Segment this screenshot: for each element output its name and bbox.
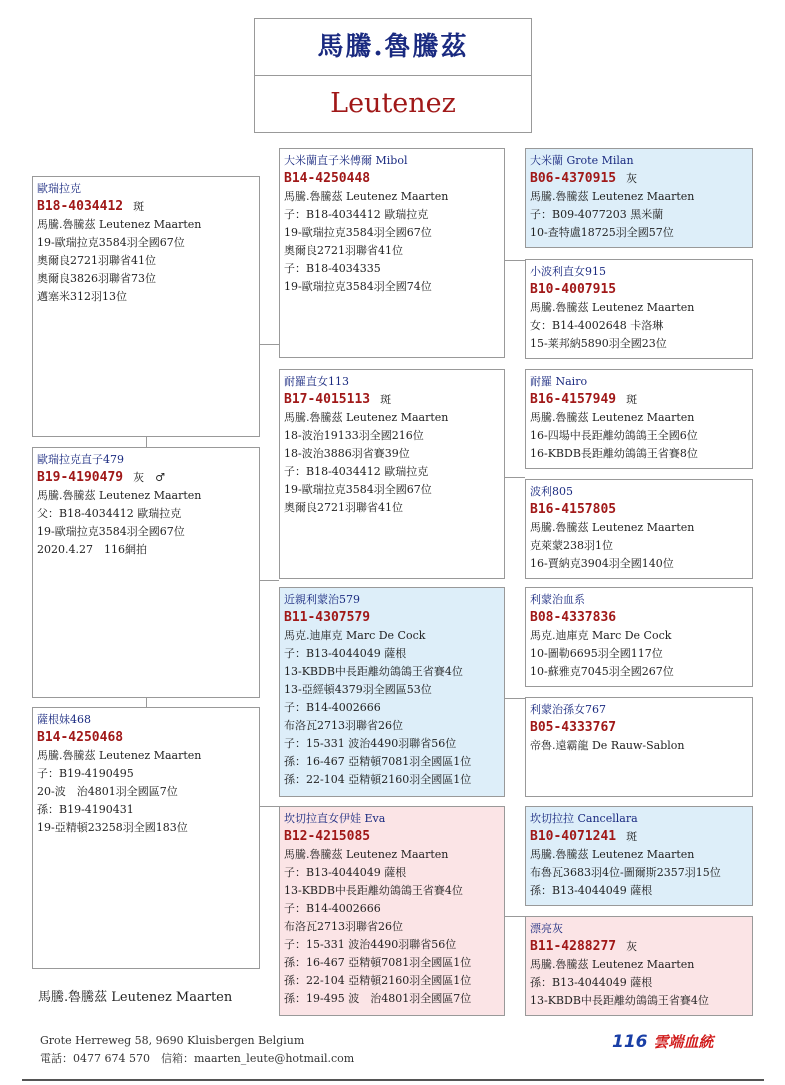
connector-line	[146, 697, 147, 707]
info-line: 子：B18-4034412 歐瑞拉克	[284, 208, 429, 221]
info-line: 馬騰.魯騰茲 Leutenez Maarten	[284, 190, 449, 203]
info-line: 10-蘇雅克7045羽全國267位	[530, 665, 674, 678]
connector-line	[504, 698, 525, 699]
pigeon-box-granddam-1	[279, 369, 505, 579]
info-line: 馬騰.魯騰茲 Leutenez Maarten	[284, 411, 449, 424]
info-line: 馬騰.魯騰茲 Leutenez Maarten	[37, 218, 202, 231]
ring-number: B16-4157949	[530, 392, 617, 407]
pigeon-box-subject	[32, 447, 260, 698]
pigeon-box-grandsire-2	[279, 587, 505, 797]
info-line: 10-圖勒6695羽全國117位	[530, 647, 663, 660]
info-line: 奧爾良3826羽聯省73位	[37, 272, 156, 285]
pigeon-name: 大米蘭 Grote Milan	[530, 154, 634, 167]
pigeon-box-ggp-2	[525, 259, 753, 359]
pigeon-color: 灰	[626, 172, 638, 185]
pigeon-name: 歐瑞拉克直子479	[37, 453, 124, 466]
pigeon-name: 波利805	[530, 485, 573, 498]
info-line: 18-波治19133羽全國216位	[284, 429, 424, 442]
info-line: 19-歐瑞拉克3584羽全國67位	[284, 226, 432, 239]
connector-line	[504, 260, 525, 261]
info-line: 馬騰.魯騰茲 Leutenez Maarten	[530, 411, 695, 424]
pigeon-color: 灰	[626, 940, 638, 953]
pigeon-box-ggp-6	[525, 697, 753, 797]
info-line: 子：B14-4002666	[284, 701, 381, 714]
bottom-divider	[22, 1079, 764, 1081]
ring-number: B10-4007915	[530, 282, 617, 297]
info-line: 20-波 治4801羽全國區7位	[37, 785, 178, 798]
info-line: 15-莱邦納5890羽全國23位	[530, 337, 667, 350]
info-line: 孫：22-104 亞精頓2160羽全國區1位	[284, 773, 472, 786]
ring-number: B18-4034412	[37, 199, 124, 214]
ring-number: B19-4190479	[37, 470, 124, 485]
pigeon-name: 坎切拉直女伊娃 Eva	[284, 812, 386, 825]
info-line: 16-賈納克3904羽全國140位	[530, 557, 674, 570]
info-line: 子：B19-4190495	[37, 767, 134, 780]
info-line: 父：B18-4034412 歐瑞拉克	[37, 507, 182, 520]
loft-name-english: Leutenez	[330, 88, 456, 119]
info-line: 布洛瓦2713羽聯省26位	[284, 920, 403, 933]
pigeon-name: 坎切拉拉 Cancellara	[530, 812, 638, 825]
ring-number: B17-4015113	[284, 392, 371, 407]
info-line: 奧爾良2721羽聯省41位	[284, 244, 403, 257]
info-line: 19-歐瑞拉克3584羽全國67位	[37, 236, 185, 249]
info-line: 布洛瓦2713羽聯省26位	[284, 719, 403, 732]
connector-line	[504, 916, 525, 917]
info-line: 馬騰.魯騰茲 Leutenez Maarten	[530, 301, 695, 314]
ring-number: B06-4370915	[530, 171, 617, 186]
pigeon-box-grandsire-1	[279, 148, 505, 358]
info-line: 馬騰.魯騰茲 Leutenez Maarten	[284, 848, 449, 861]
info-line: 13-KBDB中長距離幼鴿鴿王省賽4位	[284, 884, 463, 897]
pigeon-box-ggp-5	[525, 587, 753, 687]
info-line: 孫：B19-4190431	[37, 803, 134, 816]
info-line: 孫：22-104 亞精頓2160羽全國區1位	[284, 974, 472, 987]
info-line: 邁塞米312羽13位	[37, 290, 127, 303]
pigeon-box-ggp-1	[525, 148, 753, 248]
pigeon-color: 斑	[626, 393, 638, 406]
pigeon-color: 斑	[380, 393, 392, 406]
info-line: 孫：16-467 亞精頓7081羽全國區1位	[284, 755, 472, 768]
connector-line	[259, 806, 279, 807]
pigeon-name: 利蒙治血系	[530, 593, 585, 606]
pigeon-box-ggp-3	[525, 369, 753, 469]
loft-name-chinese: 馬騰.魯騰茲	[255, 19, 531, 76]
footer-phone-email: 電話：0477 674 570 信箱：maarten_leute@hotmail.com	[40, 1052, 355, 1065]
info-line: 馬克.迪庫克 Marc De Cock	[284, 629, 426, 642]
cloud-pedigree-logo	[612, 1031, 713, 1052]
info-line: 19-亞精頓23258羽全國183位	[37, 821, 188, 834]
info-line: 16-四場中長距離幼鴿鴿王全國6位	[530, 429, 698, 442]
ring-number: B08-4337836	[530, 610, 617, 625]
info-line: 帝魯.遠霸龍 De Rauw-Sablon	[530, 739, 685, 752]
pigeon-box-dam	[32, 707, 260, 969]
info-line: 子：B09-4077203 黑米蘭	[530, 208, 664, 221]
pedigree-header	[254, 18, 532, 133]
info-line: 2020.4.27 116網拍	[37, 543, 147, 556]
info-line: 13-KBDB中長距離幼鴿鴿王省賽4位	[284, 665, 463, 678]
logo-text: 雲端血統	[653, 1033, 714, 1051]
info-line: 子：B18-4034335	[284, 262, 381, 275]
info-line: 子：B18-4034412 歐瑞拉克	[284, 465, 429, 478]
connector-line	[259, 580, 279, 581]
pigeon-name: 耐羅直女113	[284, 375, 349, 388]
ring-number: B14-4250468	[37, 730, 124, 745]
info-line: 19-歐瑞拉克3584羽全國67位	[284, 483, 432, 496]
pigeon-box-sire	[32, 176, 260, 437]
info-line: 子：B13-4044049 薩根	[284, 866, 407, 879]
ring-number: B16-4157805	[530, 502, 617, 517]
info-line: 奧爾良2721羽聯省41位	[37, 254, 156, 267]
pigeon-name: 小波利直女915	[530, 265, 606, 278]
pigeon-box-ggp-4	[525, 479, 753, 579]
info-line: 18-波治3886羽省賽39位	[284, 447, 410, 460]
pigeon-name: 歐瑞拉克	[37, 182, 81, 195]
info-line: 馬騰.魯騰茲 Leutenez Maarten	[530, 521, 695, 534]
pigeon-box-ggp-8	[525, 916, 753, 1016]
info-line: 13-亞經頓4379羽全國區53位	[284, 683, 432, 696]
ring-number: B14-4250448	[284, 171, 371, 186]
info-line: 19-歐瑞拉克3584羽全國67位	[37, 525, 185, 538]
pigeon-color: 斑	[133, 200, 145, 213]
info-line: 16-KBDB長距離幼鴿鴿王省賽8位	[530, 447, 698, 460]
pigeon-name: 漂亮灰	[530, 922, 563, 935]
info-line: 孫：B13-4044049 薩根	[530, 884, 653, 897]
info-line: 布魯瓦3683羽4位-圖爾斯2357羽15位	[530, 866, 721, 879]
info-line: 10-查特盧18725羽全國57位	[530, 226, 674, 239]
pigeon-color: 斑	[626, 830, 638, 843]
pigeon-name: 耐羅 Nairo	[530, 375, 588, 388]
info-line: 女：B14-4002648 卡洛琳	[530, 319, 664, 332]
footer-contact	[40, 1032, 354, 1068]
pigeon-box-granddam-2	[279, 806, 505, 1016]
info-line: 19-歐瑞拉克3584羽全國74位	[284, 280, 432, 293]
pigeon-name: 利蒙治孫女767	[530, 703, 606, 716]
info-line: 孫：16-467 亞精頓7081羽全國區1位	[284, 956, 472, 969]
ring-number: B11-4307579	[284, 610, 371, 625]
ring-number: B05-4333767	[530, 720, 617, 735]
info-line: 奧爾良2721羽聯省41位	[284, 501, 403, 514]
info-line: 馬騰.魯騰茲 Leutenez Maarten	[530, 190, 695, 203]
pigeon-name: 大米蘭直子米傅爾 Mibol	[284, 154, 408, 167]
info-line: 馬克.迪庫克 Marc De Cock	[530, 629, 672, 642]
owner-name: 馬騰.魯騰茲 Leutenez Maarten	[38, 990, 233, 1005]
info-line: 馬騰.魯騰茲 Leutenez Maarten	[530, 958, 695, 971]
info-line: 孫：19-495 波 治4801羽全國區7位	[284, 992, 472, 1005]
info-line: 子：B13-4044049 薩根	[284, 647, 407, 660]
pigeon-color: 灰 ♂	[133, 471, 165, 484]
info-line: 馬騰.魯騰茲 Leutenez Maarten	[37, 489, 202, 502]
info-line: 馬騰.魯騰茲 Leutenez Maarten	[530, 848, 695, 861]
info-line: 孫：B13-4044049 薩根	[530, 976, 653, 989]
logo-number: 116	[612, 1032, 648, 1052]
ring-number: B11-4288277	[530, 939, 617, 954]
info-line: 13-KBDB中長距離幼鴿鴿王省賽4位	[530, 994, 709, 1007]
info-line: 子：15-331 波治4490羽聯省56位	[284, 737, 457, 750]
pigeon-name: 近親利蒙治579	[284, 593, 360, 606]
ring-number: B10-4071241	[530, 829, 617, 844]
connector-line	[504, 477, 525, 478]
info-line: 馬騰.魯騰茲 Leutenez Maarten	[37, 749, 202, 762]
footer-address: Grote Herreweg 58, 9690 Kluisbergen Belgium	[40, 1034, 305, 1047]
pigeon-box-ggp-7	[525, 806, 753, 906]
info-line: 子：15-331 波治4490羽聯省56位	[284, 938, 457, 951]
connector-line	[259, 344, 279, 345]
info-line: 克萊蒙238羽1位	[530, 539, 613, 552]
info-line: 子：B14-4002666	[284, 902, 381, 915]
pigeon-name: 薩根妹468	[37, 713, 91, 726]
ring-number: B12-4215085	[284, 829, 371, 844]
